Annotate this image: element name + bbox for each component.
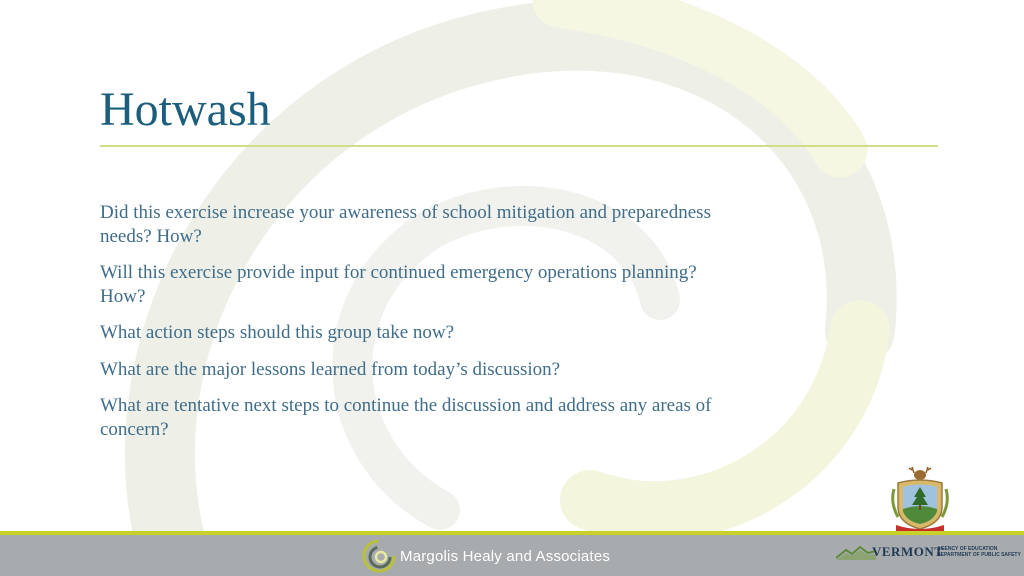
question-list xyxy=(100,201,720,454)
list-item: What are the major lessons learned from today’s discussion? xyxy=(100,358,561,380)
page-title: Hotwash xyxy=(100,83,271,136)
company-name: Margolis Healy and Associates xyxy=(400,548,611,565)
margolis-healy-logo-icon xyxy=(360,537,398,575)
list-item: What are tentative next steps to continue the discussion and address any areas of concern? xyxy=(100,395,712,440)
vermont-mountain-icon xyxy=(836,544,876,560)
agency-line-public-safety: DEPARTMENT OF PUBLIC SAFETY xyxy=(937,552,1021,558)
agency-names xyxy=(937,546,1021,558)
vermont-seal-icon xyxy=(884,463,956,535)
list-item: Will this exercise provide input for continued emergency operations planning? How? xyxy=(100,262,697,307)
list-item: What action steps should this group take now? xyxy=(100,322,455,343)
vermont-wordmark: VERMONT xyxy=(872,544,944,559)
agency-line-education: AGENCY OF EDUCATION xyxy=(937,546,998,552)
list-item: Did this exercise increase your awareness of school mitigation and preparedness needs? How? xyxy=(100,202,711,247)
title-divider xyxy=(100,145,938,147)
